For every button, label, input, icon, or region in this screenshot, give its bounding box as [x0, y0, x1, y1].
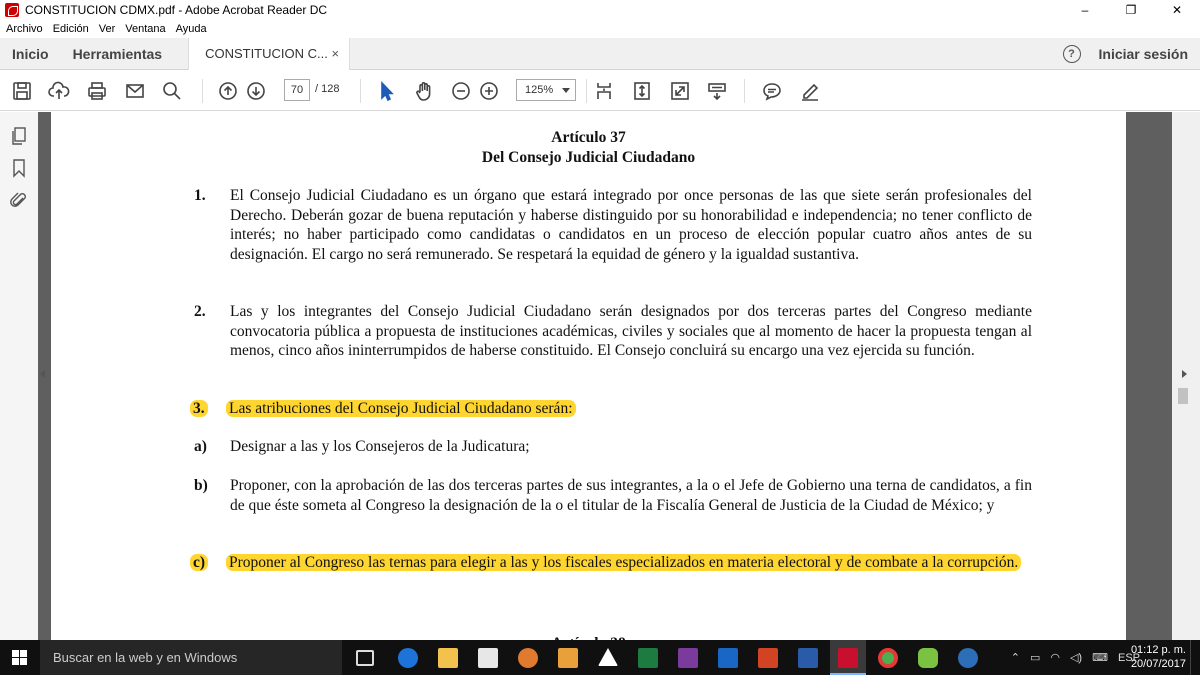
- upload-cloud-icon[interactable]: [47, 79, 71, 103]
- clock-time: 01:12 p. m.: [1130, 644, 1186, 656]
- item-number: 1.: [194, 187, 206, 204]
- file-explorer-icon[interactable]: [438, 648, 458, 668]
- app-circle-icon[interactable]: [958, 648, 978, 668]
- show-desktop-button[interactable]: [1190, 640, 1200, 675]
- item-text: Designar a las y los Consejeros de la Judicatura;: [230, 438, 530, 455]
- title-bar: [0, 0, 1200, 20]
- vertical-scrollbar[interactable]: [1172, 112, 1200, 640]
- article-title: Del Consejo Judicial Ciudadano: [481, 149, 696, 166]
- bookmark-icon[interactable]: [10, 158, 28, 178]
- acrobat-taskbar-icon[interactable]: [838, 648, 858, 668]
- tab-document-label: CONSTITUCION C...: [205, 46, 328, 61]
- scrolling-mode-icon[interactable]: [592, 79, 616, 103]
- item-number: b): [194, 477, 208, 494]
- menu-ventana[interactable]: Ventana: [125, 23, 166, 35]
- pdf-page: [51, 112, 1126, 640]
- item-number: 2.: [194, 303, 206, 320]
- powerpoint-icon[interactable]: [758, 648, 778, 668]
- toolbar: [0, 71, 1200, 111]
- item-number: 3.: [190, 400, 208, 417]
- menu-archivo[interactable]: Archivo: [6, 23, 43, 35]
- chevron-up-icon[interactable]: ⌃: [1010, 652, 1020, 664]
- comment-icon[interactable]: [760, 79, 784, 103]
- zoom-in-icon[interactable]: [477, 79, 501, 103]
- page-number-input[interactable]: 70: [284, 79, 310, 101]
- chrome-icon[interactable]: [878, 648, 898, 668]
- article-number: Artículo 37: [551, 129, 626, 146]
- select-cursor-icon[interactable]: [374, 79, 398, 103]
- edge-icon[interactable]: [398, 648, 418, 668]
- battery-icon[interactable]: ▭: [1029, 652, 1041, 664]
- page-thumbnails-icon[interactable]: [10, 126, 28, 146]
- onenote-icon[interactable]: [678, 648, 698, 668]
- volume-icon[interactable]: ◁): [1069, 652, 1083, 664]
- windows-start-icon[interactable]: [12, 650, 28, 666]
- clock-date: 20/07/2017: [1130, 658, 1186, 670]
- print-icon[interactable]: [85, 79, 109, 103]
- item-number: a): [194, 438, 207, 455]
- highlight-pen-icon[interactable]: [798, 79, 822, 103]
- task-view-icon[interactable]: [356, 650, 374, 666]
- fit-page-icon[interactable]: [630, 79, 654, 103]
- item-text: El Consejo Judicial Ciudadano es un órgano que estará integrado por once personas de las que siete serán profesionales del Derecho. Deberán gozar de buena reputación y haberse distinguido por su honorabilidad e independencia; no tener conflicto de interés; no haber participado como candidatas o candidatos en un proceso de elección popular cuatro años antes de su designación. El cargo no será remunerado. Se respetará la equidad de género y la igualdad sustantiva.: [230, 187, 1032, 263]
- chevron-down-icon: [562, 88, 570, 93]
- clock[interactable]: [1131, 643, 1186, 671]
- page-down-icon[interactable]: [244, 79, 268, 103]
- tab-inicio[interactable]: Inicio: [12, 45, 49, 62]
- menu-bar: [0, 20, 1200, 38]
- attachment-icon[interactable]: [10, 190, 28, 210]
- scrollbar-thumb[interactable]: [1178, 388, 1188, 404]
- restore-button[interactable]: ❐: [1125, 3, 1137, 17]
- menu-ayuda[interactable]: Ayuda: [175, 23, 207, 35]
- left-nav-pane: [0, 112, 38, 640]
- zoom-value: 125%: [525, 84, 554, 96]
- zoom-select[interactable]: [516, 79, 576, 101]
- zoom-out-icon[interactable]: [449, 79, 473, 103]
- hand-tool-icon[interactable]: [412, 79, 436, 103]
- read-mode-icon[interactable]: [705, 79, 729, 103]
- tab-close-icon[interactable]: ×: [331, 46, 340, 61]
- item-text: Proponer al Congreso las ternas para elegir a las y los fiscales especializados en materia electoral y de combate a la corrupción.: [226, 554, 1021, 571]
- store-icon[interactable]: [478, 648, 498, 668]
- save-icon[interactable]: [10, 79, 34, 103]
- search-icon[interactable]: [160, 79, 184, 103]
- home-icon[interactable]: [598, 648, 618, 666]
- keyboard-icon[interactable]: ⌨: [1092, 652, 1108, 664]
- full-screen-icon[interactable]: [668, 79, 692, 103]
- help-icon[interactable]: ?: [1063, 45, 1081, 63]
- system-tray: [1011, 640, 1140, 675]
- taskbar: [0, 640, 1200, 675]
- language-indicator[interactable]: ESP: [1117, 651, 1140, 664]
- page-total: / 128: [315, 83, 340, 95]
- tab-bar: [0, 38, 1200, 70]
- item-number: c): [190, 554, 208, 571]
- menu-ver[interactable]: Ver: [98, 23, 116, 35]
- window-title: CONSTITUCION CDMX.pdf - Adobe Acrobat Reader DC: [25, 3, 328, 17]
- email-icon[interactable]: [123, 79, 147, 103]
- minimize-button[interactable]: –: [1081, 3, 1089, 17]
- collapse-right-arrow-icon[interactable]: [1182, 370, 1187, 378]
- window-controls: [1062, 0, 1200, 20]
- item-text: Las y los integrantes del Consejo Judicial Ciudadano serán designados por dos terceras partes del Congreso mediante convocatoria pública a propuesta de instituciones académicas, civiles y sociales que al momento de hacer la propuesta tengan al menos, cinco años ininterrumpidos de haberse constituido. El Consejo concluirá su encargo una vez ejercida su función.: [230, 303, 1032, 359]
- cloud-app-icon[interactable]: [918, 648, 938, 668]
- word-icon[interactable]: [798, 648, 818, 668]
- menu-edicion[interactable]: Edición: [52, 23, 89, 35]
- page-up-icon[interactable]: [216, 79, 240, 103]
- wifi-icon[interactable]: ◠: [1050, 652, 1060, 664]
- item-text: Proponer, con la aprobación de las dos terceras partes de sus integrantes, a la o el Jefe de Gobierno una terna de candidatos, a fin de que éste someta al Congreso la designación de la o el titular de la Fiscalía General de Justicia de la Ciudad de México; y: [230, 477, 1032, 514]
- media-player-icon[interactable]: [558, 648, 578, 668]
- taskbar-search-input[interactable]: Buscar en la web y en Windows: [40, 640, 342, 675]
- item-text: Las atribuciones del Consejo Judicial Ciudadano serán:: [226, 400, 576, 417]
- excel-icon[interactable]: [638, 648, 658, 668]
- firefox-icon[interactable]: [518, 648, 538, 668]
- acrobat-icon: [5, 3, 19, 17]
- outlook-icon[interactable]: [718, 648, 738, 668]
- close-button[interactable]: ✕: [1171, 3, 1183, 17]
- tab-document[interactable]: [188, 38, 350, 70]
- collapse-left-arrow-icon[interactable]: [40, 370, 45, 378]
- signin-button[interactable]: Iniciar sesión: [1098, 46, 1188, 62]
- tab-herramientas[interactable]: Herramientas: [72, 45, 163, 62]
